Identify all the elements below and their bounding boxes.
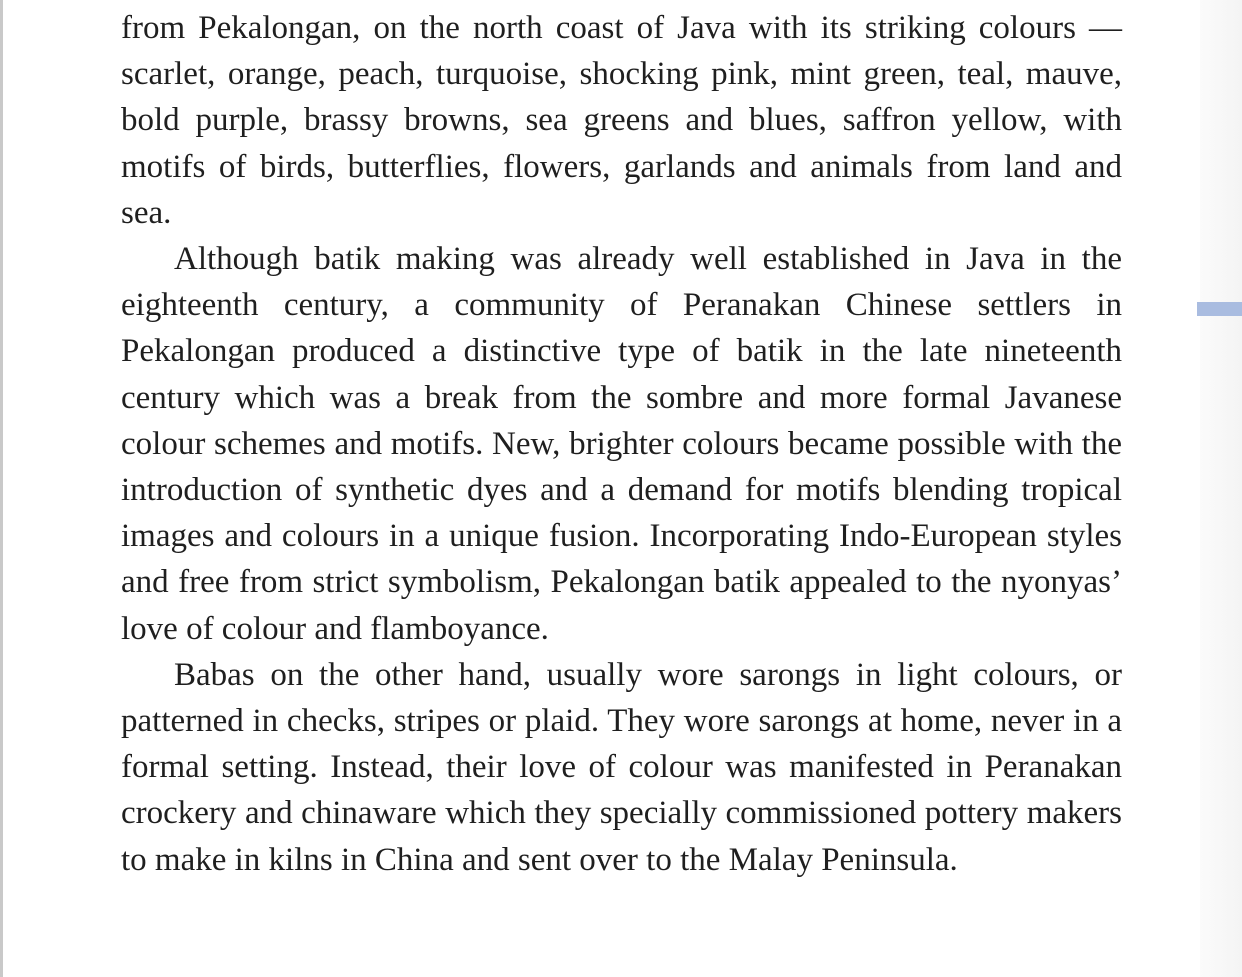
scrollbar-track[interactable]	[1200, 0, 1242, 977]
scrollbar-thumb[interactable]	[1197, 302, 1242, 316]
paragraph-batik-history: Although batik making was already well established in Java in the eighteenth century, a community of Peranakan Chinese settlers in Pekalongan produced a distinctive type of batik in the late nineteenth century which was a break from the sombre and more formal Javanese colour schemes and motifs. New, brighter colours became possible with the introduction of synthetic dyes and a demand for motifs blending tropical images and colours in a unique fusion. Incorporating Indo-European styles and free from strict symbolism, Pekalongan batik appealed to the nyonyas’ love of colour and flamboyance.	[121, 241, 1122, 647]
page-left-edge	[0, 0, 3, 977]
paragraph-continuation: from Pekalongan, on the north coast of Java with its striking colours — scarlet, orange, peach, turquoise, shocking pink, mint green, teal, mauve, bold purple, brassy browns, sea greens and blues, saffron yellow, with motifs of birds, butterflies, flowers, garlands and animals from land and sea.	[121, 10, 1122, 231]
paragraph-babas-sarongs: Babas on the other hand, usually wore sarongs in light colours, or patterned in checks, stripes or plaid. They wore sarongs at home, never in a formal setting. Instead, their love of colour was manifested in Peranakan crockery and chinaware which they specially commissioned pottery makers to make in kilns in China and sent over to the Malay Peninsula.	[121, 656, 1122, 878]
document-page	[121, 5, 1122, 883]
